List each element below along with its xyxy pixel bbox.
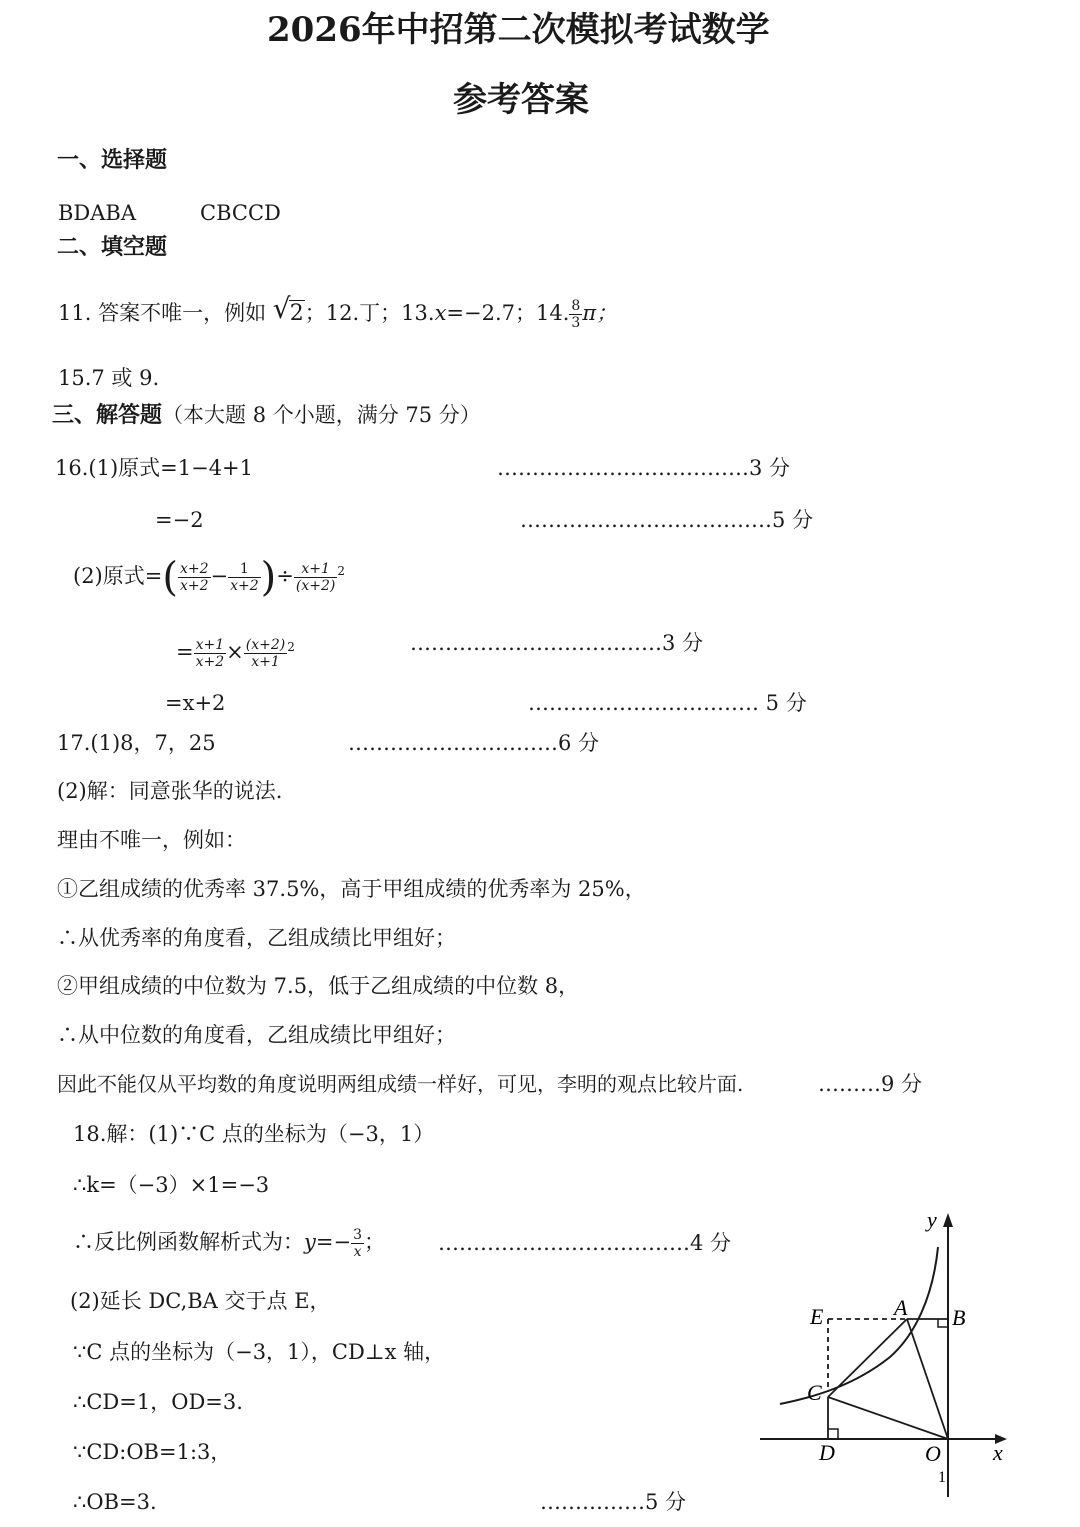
frac-num: 1 [228, 561, 261, 578]
q17-line8: 因此不能仅从平均数的角度说明两组成绩一样好，可见，李明的观点比较片面. [57, 1072, 744, 1096]
q16-line1: 16.(1)原式=1−4+1 [55, 456, 254, 480]
left-paren: ( [162, 554, 178, 601]
fill-answers-line2: 15.7 或 9. [58, 366, 160, 390]
y-axis-arrow [943, 1213, 953, 1227]
q18-line2: ∴k=（−3）×1=−3 [73, 1173, 270, 1197]
q17-line6: ②甲组成绩的中位数为 7.5，低于乙组成绩的中位数 8， [57, 974, 580, 998]
section-heading-solve [52, 402, 481, 429]
section-heading-fill: 二、填空题 [57, 235, 168, 260]
q16-points-3: ………………………………3 分 [410, 631, 704, 655]
q17-line2: (2)解：同意张华的说法. [57, 779, 283, 803]
label-y: y [927, 1207, 937, 1232]
q18-line8: ∴OB=3. [73, 1490, 157, 1514]
page-title: 2026年中招第二次模拟考试数学 [267, 10, 770, 50]
q16-points-1: ………………………………3 分 [497, 456, 791, 480]
section-heading-solve-label: 三、解答题 [52, 403, 163, 428]
q18-line1: 18.解：(1)∵C 点的坐标为（−3，1） [73, 1122, 435, 1146]
q18-line5: ∵C 点的坐标为（−3，1），CD⊥x 轴， [73, 1340, 446, 1364]
exponent: 2 [287, 640, 295, 654]
right-angle-mark-B [938, 1319, 948, 1327]
fraction-f4 [194, 637, 227, 670]
choice-answers-2: CBCCD [200, 201, 281, 225]
q16-line5: =x+2 [165, 691, 226, 715]
label-D: D [819, 1440, 835, 1465]
label-x: x [993, 1440, 1003, 1465]
hyperbola-curve [780, 1247, 938, 1404]
q18-line3 [73, 1222, 385, 1262]
frac-den: x+2 [195, 654, 225, 670]
q16-points-2: ………………………………5 分 [520, 508, 814, 532]
page-subtitle: 参考答案 [453, 80, 589, 120]
minus-sign: − [210, 564, 229, 588]
frac-num: x+1 [195, 637, 225, 653]
divide-sign: ÷ [276, 564, 294, 588]
q18-y-eq: y=− [304, 1230, 352, 1254]
frac-num: (x+2) [245, 637, 286, 653]
coordinate-figure [755, 1207, 1015, 1507]
section-note: （本大题 8 个小题，满分 75 分） [162, 403, 481, 427]
q18-line4: (2)延长 DC,BA 交于点 E， [70, 1289, 331, 1313]
section-heading-choice: 一、选择题 [57, 148, 168, 173]
segment-CO [828, 1397, 948, 1439]
fraction-f5 [244, 637, 287, 670]
fill-text-a: 11. 答案不唯一，例如 [58, 301, 267, 325]
fraction-f2 [228, 561, 261, 594]
fraction-8-3 [569, 298, 582, 331]
segment-CA [828, 1319, 907, 1397]
times-sign: × [226, 640, 244, 664]
q18-line3-label: ∴反比例函数解析式为： [73, 1230, 304, 1254]
frac-den: x+2 [179, 578, 209, 594]
segment-AO [907, 1319, 948, 1439]
q17-line5: ∴从优秀率的角度看，乙组成绩比甲组好； [57, 926, 456, 950]
q17-line3: 理由不唯一，例如： [57, 828, 246, 852]
label-B: B [952, 1305, 966, 1330]
fill-answers-line1 [58, 292, 618, 331]
q16-line3 [73, 548, 345, 601]
fraction-3-x [351, 1227, 364, 1260]
frac-den: (x+2) [295, 578, 336, 594]
q17-points-2: ………9 分 [818, 1072, 923, 1096]
q16-line2: =−2 [155, 508, 204, 532]
q17-line1: 17.(1)8，7，25 [57, 731, 216, 755]
fill-pi: π； [582, 301, 618, 325]
label-O: O [925, 1441, 941, 1466]
frac-den: x [353, 1244, 362, 1260]
q18-points-2: ……………5 分 [540, 1490, 687, 1514]
label-A: A [894, 1295, 908, 1320]
fraction-f3 [294, 561, 337, 594]
q18-line7: ∵CD:OB=1:3， [73, 1440, 232, 1464]
sqrt-expression: √ 2 [272, 292, 304, 326]
fill-text-c: =−2.7；14. [446, 301, 570, 325]
q18-points-1: ………………………………4 分 [438, 1231, 732, 1255]
label-C: C [807, 1380, 822, 1405]
q17-points-1: …………………………6 分 [348, 731, 600, 755]
frac-den: x+1 [251, 654, 280, 670]
q18-semicolon: ； [363, 1230, 385, 1254]
q16-points-4: …………………………… 5 分 [528, 691, 807, 715]
q17-line4: ①乙组成绩的优秀率 37.5%，高于甲组成绩的优秀率为 25%， [57, 877, 646, 901]
frac-den: x+2 [230, 578, 259, 594]
q16-line4 [176, 624, 295, 675]
exponent: 2 [337, 564, 345, 578]
q16-line3-label: (2)原式= [73, 564, 163, 588]
fill-text-b: ；12.丁；13. [304, 301, 435, 325]
frac-den: 3 [571, 315, 581, 331]
sqrt-radicand: 2 [289, 301, 304, 326]
equals-sign: = [176, 640, 194, 664]
page-number: 1 [938, 1469, 946, 1486]
right-angle-mark-D [828, 1429, 838, 1439]
label-E: E [810, 1304, 824, 1329]
frac-num: x+1 [294, 561, 337, 578]
choice-answers-1: BDABA [58, 201, 137, 225]
fraction-f1 [178, 561, 211, 594]
frac-num: 8 [571, 298, 581, 314]
right-paren: ) [260, 554, 277, 601]
frac-num: 3 [353, 1227, 362, 1243]
q17-line7: ∴从中位数的角度看，乙组成绩比甲组好； [57, 1023, 456, 1047]
q18-line6: ∴CD=1，OD=3. [73, 1390, 243, 1414]
fill-var-x: x [434, 301, 447, 325]
frac-num: x+2 [179, 561, 209, 577]
